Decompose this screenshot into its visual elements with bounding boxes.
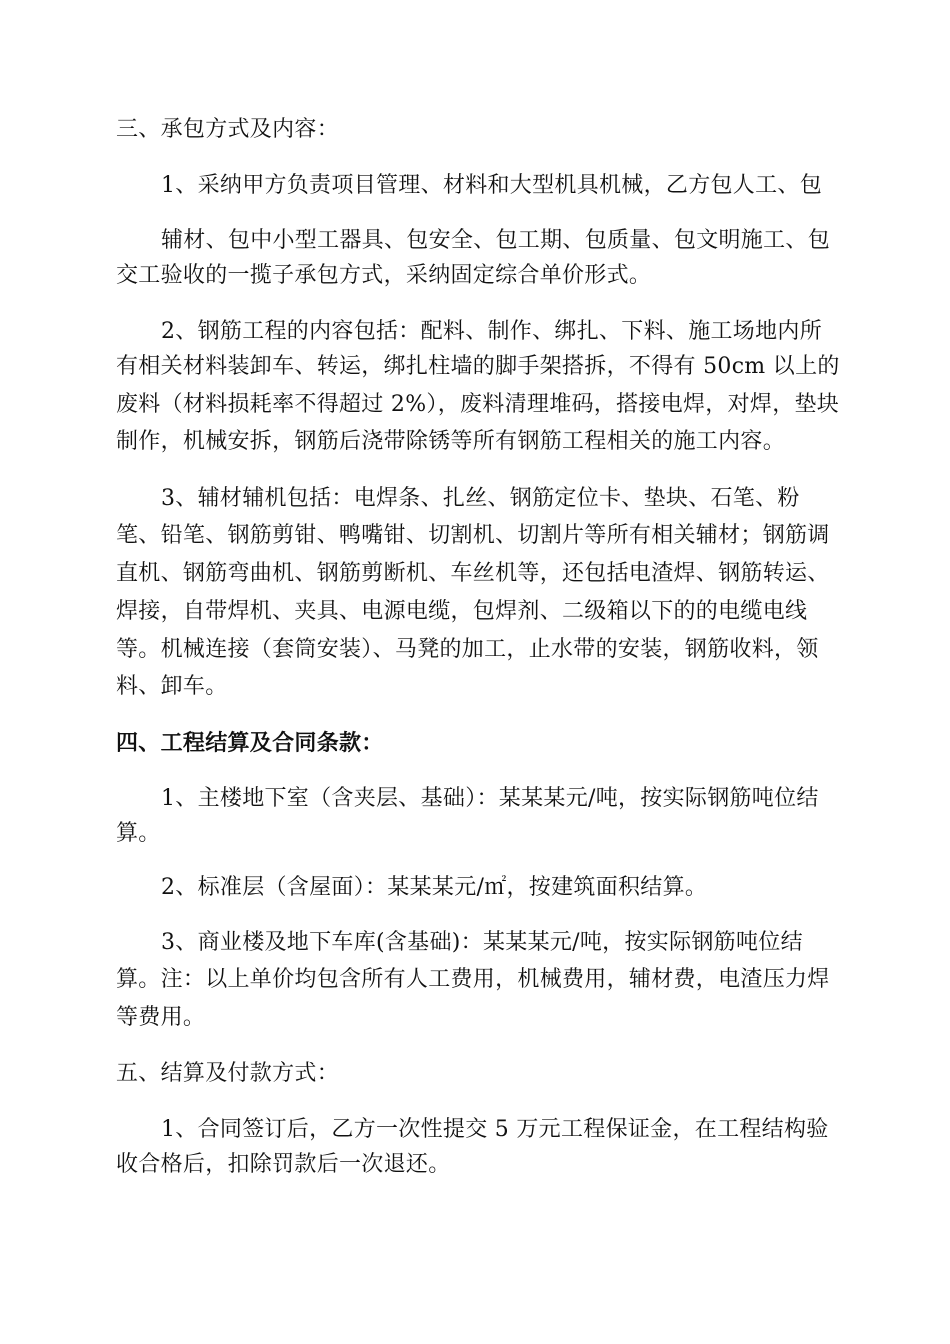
paragraph-line: 废料（材料损耗率不得超过 2%），废料清理堆码，搭接电焊，对焊，垫块 (116, 392, 840, 417)
paragraph-line: 等。机械连接（套筒安装）、马凳的加工，止水带的安装，钢筋收料，领 (116, 637, 819, 662)
paragraph-line: 辅材、包中小型工器具、包安全、包工期、包质量、包文明施工、包 (161, 228, 831, 253)
paragraph-line: 有相关材料装卸车、转运，绑扎柱墙的脚手架搭拆，不得有 50cm 以上的 (116, 354, 840, 379)
paragraph-line: 直机、钢筋弯曲机、钢筋剪断机、车丝机等，还包括电渣焊、钢筋转运、 (116, 561, 830, 586)
paragraph-line: 收合格后，扣除罚款后一次退还。 (116, 1152, 451, 1177)
paragraph-line: 算。 (116, 821, 161, 846)
section-heading-3: 三、承包方式及内容： (116, 117, 340, 142)
paragraph-line: 制作，机械安拆，钢筋后浇带除锈等所有钢筋工程相关的施工内容。 (116, 429, 786, 454)
section-heading-5: 五、结算及付款方式： (116, 1061, 340, 1086)
paragraph-line: 2、钢筋工程的内容包括：配料、制作、绑扎、下料、施工场地内所 (161, 319, 822, 344)
paragraph-line: 料、卸车。 (116, 674, 228, 699)
paragraph-line: 2、标准层（含屋面）：某某某元/㎡，按建筑面积结算。 (161, 875, 708, 900)
paragraph-line: 焊接，自带焊机、夹具、电源电缆，包焊剂、二级箱以下的的电缆电线 (116, 599, 808, 624)
paragraph-line: 等费用。 (116, 1005, 206, 1030)
section-heading-4: 四、工程结算及合同条款： (116, 730, 384, 756)
paragraph-line: 算。注：以上单价均包含所有人工费用，机械费用，辅材费，电渣压力焊 (116, 967, 830, 992)
paragraph-line: 1、合同签订后，乙方一次性提交 5 万元工程保证金，在工程结构验 (161, 1117, 829, 1142)
paragraph-line: 笔、铅笔、钢筋剪钳、鸭嘴钳、切割机、切割片等所有相关辅材；钢筋调 (116, 523, 830, 548)
paragraph-line: 1、主楼地下室（含夹层、基础）：某某某元/吨，按实际钢筋吨位结 (161, 786, 819, 811)
paragraph-line: 交工验收的一揽子承包方式，采纳固定综合单价形式。 (116, 263, 652, 288)
paragraph-line: 3、辅材辅机包括：电焊条、扎丝、钢筋定位卡、垫块、石笔、粉 (161, 486, 800, 511)
paragraph-line: 1、采纳甲方负责项目管理、材料和大型机具机械，乙方包人工、包 (161, 173, 822, 198)
paragraph-line: 3、商业楼及地下车库(含基础)：某某某元/吨，按实际钢筋吨位结 (161, 930, 803, 955)
